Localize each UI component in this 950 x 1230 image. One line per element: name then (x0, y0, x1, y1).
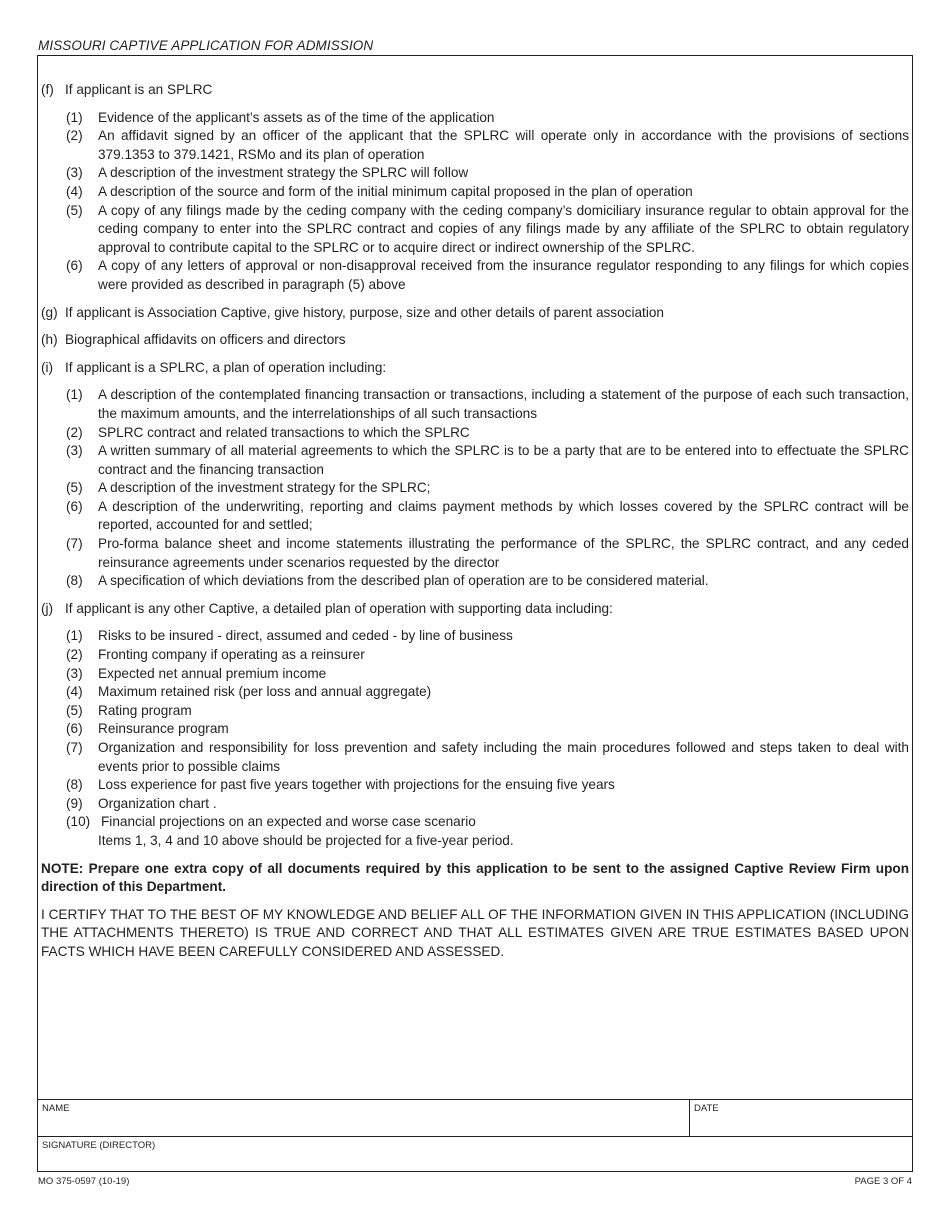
item-text: A copy of any letters of approval or non-disapproval received from the insurance regulator responding to any filings for which copies were provided as described in paragraph (5) above (98, 258, 909, 292)
section-h (41, 331, 909, 350)
list-item (66, 683, 909, 702)
item-number: (6) (66, 498, 83, 514)
list-item (66, 479, 909, 498)
date-label: DATE (694, 1103, 719, 1114)
section-text: If applicant is an SPLRC (65, 82, 213, 97)
item-text: Evidence of the applicant’s assets as of the time of the application (98, 109, 495, 125)
page-number: PAGE 3 OF 4 (854, 1176, 912, 1187)
list-item (66, 535, 909, 572)
item-text: Organization chart . (98, 795, 217, 811)
list-item (66, 202, 909, 258)
item-number: (3) (66, 665, 83, 681)
form-number: MO 375-0597 (10-19) (38, 1176, 130, 1187)
item-number: (2) (66, 647, 83, 663)
list-item (66, 183, 909, 202)
section-label: (g) (41, 304, 58, 320)
section-label: (i) (41, 359, 54, 375)
list-item (66, 720, 909, 739)
list-item (66, 795, 909, 814)
list-item (66, 442, 909, 479)
name-label: NAME (42, 1103, 70, 1114)
item-number: (1) (66, 387, 83, 403)
list-item (66, 813, 909, 832)
item-number: (6) (66, 258, 83, 274)
item-text: Fronting company if operating as a reinsurer (98, 647, 365, 663)
signature-row (38, 1136, 912, 1173)
section-j (41, 600, 909, 619)
list-item (66, 109, 909, 128)
section-label: (f) (41, 82, 54, 97)
item-text: A description of the investment strategy the SPLRC will follow (98, 165, 469, 181)
list-item (66, 572, 909, 591)
signature-label: SIGNATURE (DIRECTOR) (42, 1140, 156, 1151)
item-text: A description of the investment strategy for the SPLRC; (98, 480, 431, 496)
list-item (66, 386, 909, 423)
section-f-items (66, 109, 909, 295)
item-text: A specification of which deviations from the described plan of operation are to be considered material. (98, 573, 709, 589)
item-number: (1) (66, 628, 83, 644)
section-text: Biographical affidavits on officers and directors (65, 332, 346, 348)
certification-text: I CERTIFY THAT TO THE BEST OF MY KNOWLEDGE AND BELIEF ALL OF THE INFORMATION GIVEN IN THIS APPLICATION (INCLUDING THE ATTACHMENTS THERETO) IS TRUE AND CORRECT AND THAT ALL ESTIMATES GIVEN ARE TRUE ESTIMATES BASED UPON FACTS WHICH HAVE BEEN CAREFULLY CONSIDERED AND ASSESSED. (41, 906, 909, 959)
section-text: If applicant is Association Captive, give history, purpose, size and other details of parent association (65, 304, 664, 320)
item-number: (8) (66, 573, 83, 589)
item-text: Financial projections on an expected and worse case scenario (101, 814, 476, 830)
item-number: (9) (66, 795, 83, 811)
item-number: (8) (66, 777, 83, 793)
list-item (66, 776, 909, 795)
item-number: (2) (66, 424, 83, 440)
item-text: Loss experience for past five years together with projections for the ensuing five years (98, 777, 615, 793)
name-field[interactable] (38, 1100, 689, 1136)
item-text: Pro-forma balance sheet and income statements illustrating the performance of the SPLRC, the SPLRC contract, and any ceded reinsurance agreements under scenarios requested by the director (98, 536, 909, 570)
section-f (41, 81, 909, 100)
item-number: (7) (66, 536, 83, 552)
section-label: (j) (41, 600, 54, 616)
list-item (66, 424, 909, 443)
item-number: (4) (66, 183, 83, 199)
section-g (41, 304, 909, 323)
item-text: Rating program (98, 702, 192, 718)
item-text: Risks to be insured - direct, assumed and ceded - by line of business (98, 628, 513, 644)
item-text: SPLRC contract and related transactions to which the SPLRC (98, 424, 470, 440)
item-number: (5) (66, 202, 83, 218)
item-text: Organization and responsibility for loss prevention and safety including the main procedures followed and steps taken to deal with events prior to possible claims (98, 740, 909, 774)
name-date-row (38, 1099, 912, 1136)
section-i (41, 359, 909, 378)
section-text: If applicant is a SPLRC, a plan of operation including: (65, 359, 387, 375)
list-item (66, 627, 909, 646)
item-number: (5) (66, 702, 83, 718)
section-j-items (66, 627, 909, 850)
signature-field[interactable] (38, 1137, 912, 1173)
list-item (66, 665, 909, 684)
item-text: A copy of any filings made by the ceding company with the ceding company’s domiciliary insurance regular to obtain approval for the ceding company to enter into the SPLRC contract and copies of any filings made by any affiliate of the SPLRC to obtain regulatory approval to contribute capital to the SPLRC or to acquire direct or indirect ownership of the SPLRC. (98, 202, 909, 255)
item-text: Maximum retained risk (per loss and annual aggregate) (98, 684, 432, 700)
section-label: (h) (41, 332, 58, 348)
section-text: If applicant is any other Captive, a detailed plan of operation with supporting data including: (65, 600, 613, 616)
item-text: A written summary of all material agreements to which the SPLRC is to be a party that are to be entered into to effectuate the SPLRC contract and the financing transaction (98, 443, 909, 477)
item-text: A description of the contemplated financing transaction or transactions, including a statement of the purpose of each such transaction, the maximum amounts, and the interrelationships of all such transactions (98, 387, 909, 421)
item-number: (2) (66, 128, 83, 144)
list-item (66, 498, 909, 535)
form-content (41, 81, 909, 962)
list-item (66, 164, 909, 183)
section-i-items (66, 386, 909, 591)
form-title: MISSOURI CAPTIVE APPLICATION FOR ADMISSION (38, 38, 374, 53)
item-number: (5) (66, 480, 83, 496)
list-item (66, 257, 909, 294)
item-number: (7) (66, 740, 83, 755)
item-text: Reinsurance program (98, 721, 229, 737)
item-number: (4) (66, 684, 83, 700)
list-item (66, 702, 909, 721)
item-number: (10) (66, 814, 91, 830)
item-text: A description of the underwriting, reporting and claims payment methods by which losses covered by the SPLRC contract will be reported, accounted for and settled; (98, 498, 909, 533)
form-frame (37, 55, 913, 1172)
list-item (66, 127, 909, 164)
date-field[interactable] (689, 1100, 912, 1136)
projection-note: Items 1, 3, 4 and 10 above should be projected for a five-year period. (98, 832, 514, 848)
list-item (66, 739, 909, 776)
item-number: (3) (66, 165, 83, 181)
item-text: A description of the source and form of the initial minimum capital proposed in the plan of operation (98, 183, 693, 199)
item-number: (6) (66, 721, 83, 737)
item-number: (3) (66, 443, 83, 459)
note-text: NOTE: Prepare one extra copy of all documents required by this application to be sent to the assigned Captive Review Firm upon direction of this Department. (41, 860, 909, 895)
item-number: (1) (66, 109, 83, 125)
list-item (66, 646, 909, 665)
item-text: Expected net annual premium income (98, 665, 327, 681)
item-text: An affidavit signed by an officer of the applicant that the SPLRC will operate only in accordance with the provisions of sections 379.1353 to 379.1421, RSMo and its plan of operation (98, 128, 909, 162)
